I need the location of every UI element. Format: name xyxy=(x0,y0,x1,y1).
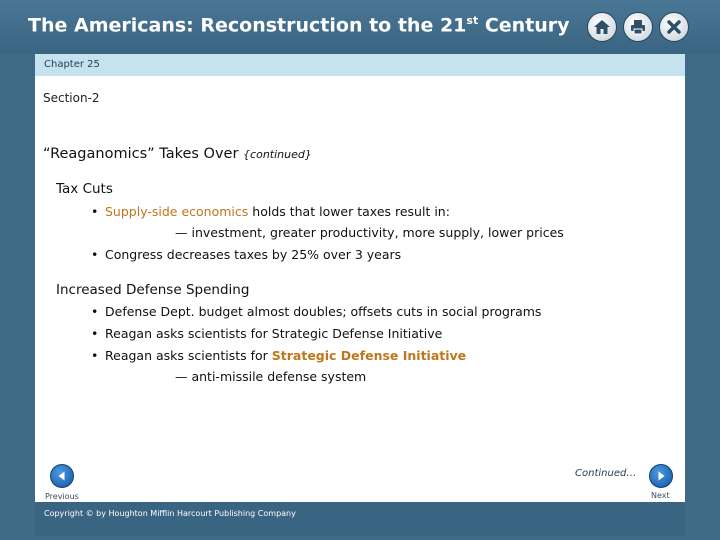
list-item: • Reagan asks scientists for Strategic Defense Initiative xyxy=(105,348,466,363)
previous-label[interactable]: Previous xyxy=(45,492,79,501)
home-icon[interactable] xyxy=(587,12,617,42)
list-item: • Supply-side economics holds that lower taxes result in: xyxy=(105,204,450,219)
list-subitem: — investment, greater productivity, more supply, lower prices xyxy=(175,225,564,240)
tax-cuts-heading: Tax Cuts xyxy=(56,181,113,197)
chapter-label: Chapter 25 xyxy=(44,59,100,70)
section-label: Section-2 xyxy=(43,91,100,105)
list-item: • Congress decreases taxes by 25% over 3 years xyxy=(105,247,401,262)
arrow-left-icon xyxy=(56,470,68,482)
title-bar xyxy=(0,0,720,54)
close-icon[interactable] xyxy=(659,12,689,42)
list-item: • Defense Dept. budget almost doubles; offsets cuts in social programs xyxy=(105,304,541,319)
slide-heading: “Reaganomics” Takes Over {continued} xyxy=(43,146,312,162)
print-icon[interactable] xyxy=(623,12,653,42)
list-item: • Reagan asks scientists for Strategic Defense Initiative xyxy=(105,326,442,341)
presentation-title: The Americans: Reconstruction to the 21st Century xyxy=(28,14,570,37)
nav-icons xyxy=(587,12,689,42)
next-label[interactable]: Next xyxy=(651,491,670,500)
arrow-right-icon xyxy=(655,470,667,482)
slide-content xyxy=(35,76,685,502)
footer-bar xyxy=(35,502,685,536)
next-button[interactable] xyxy=(649,464,673,488)
previous-button[interactable] xyxy=(50,464,74,488)
continued-label: Continued… xyxy=(575,468,637,479)
defense-spending-heading: Increased Defense Spending xyxy=(56,282,250,298)
list-subitem: — anti-missile defense system xyxy=(175,369,367,384)
copyright-text: Copyright © by Houghton Mifflin Harcourt Publishing Company xyxy=(44,509,296,518)
chapter-bar xyxy=(35,54,685,76)
